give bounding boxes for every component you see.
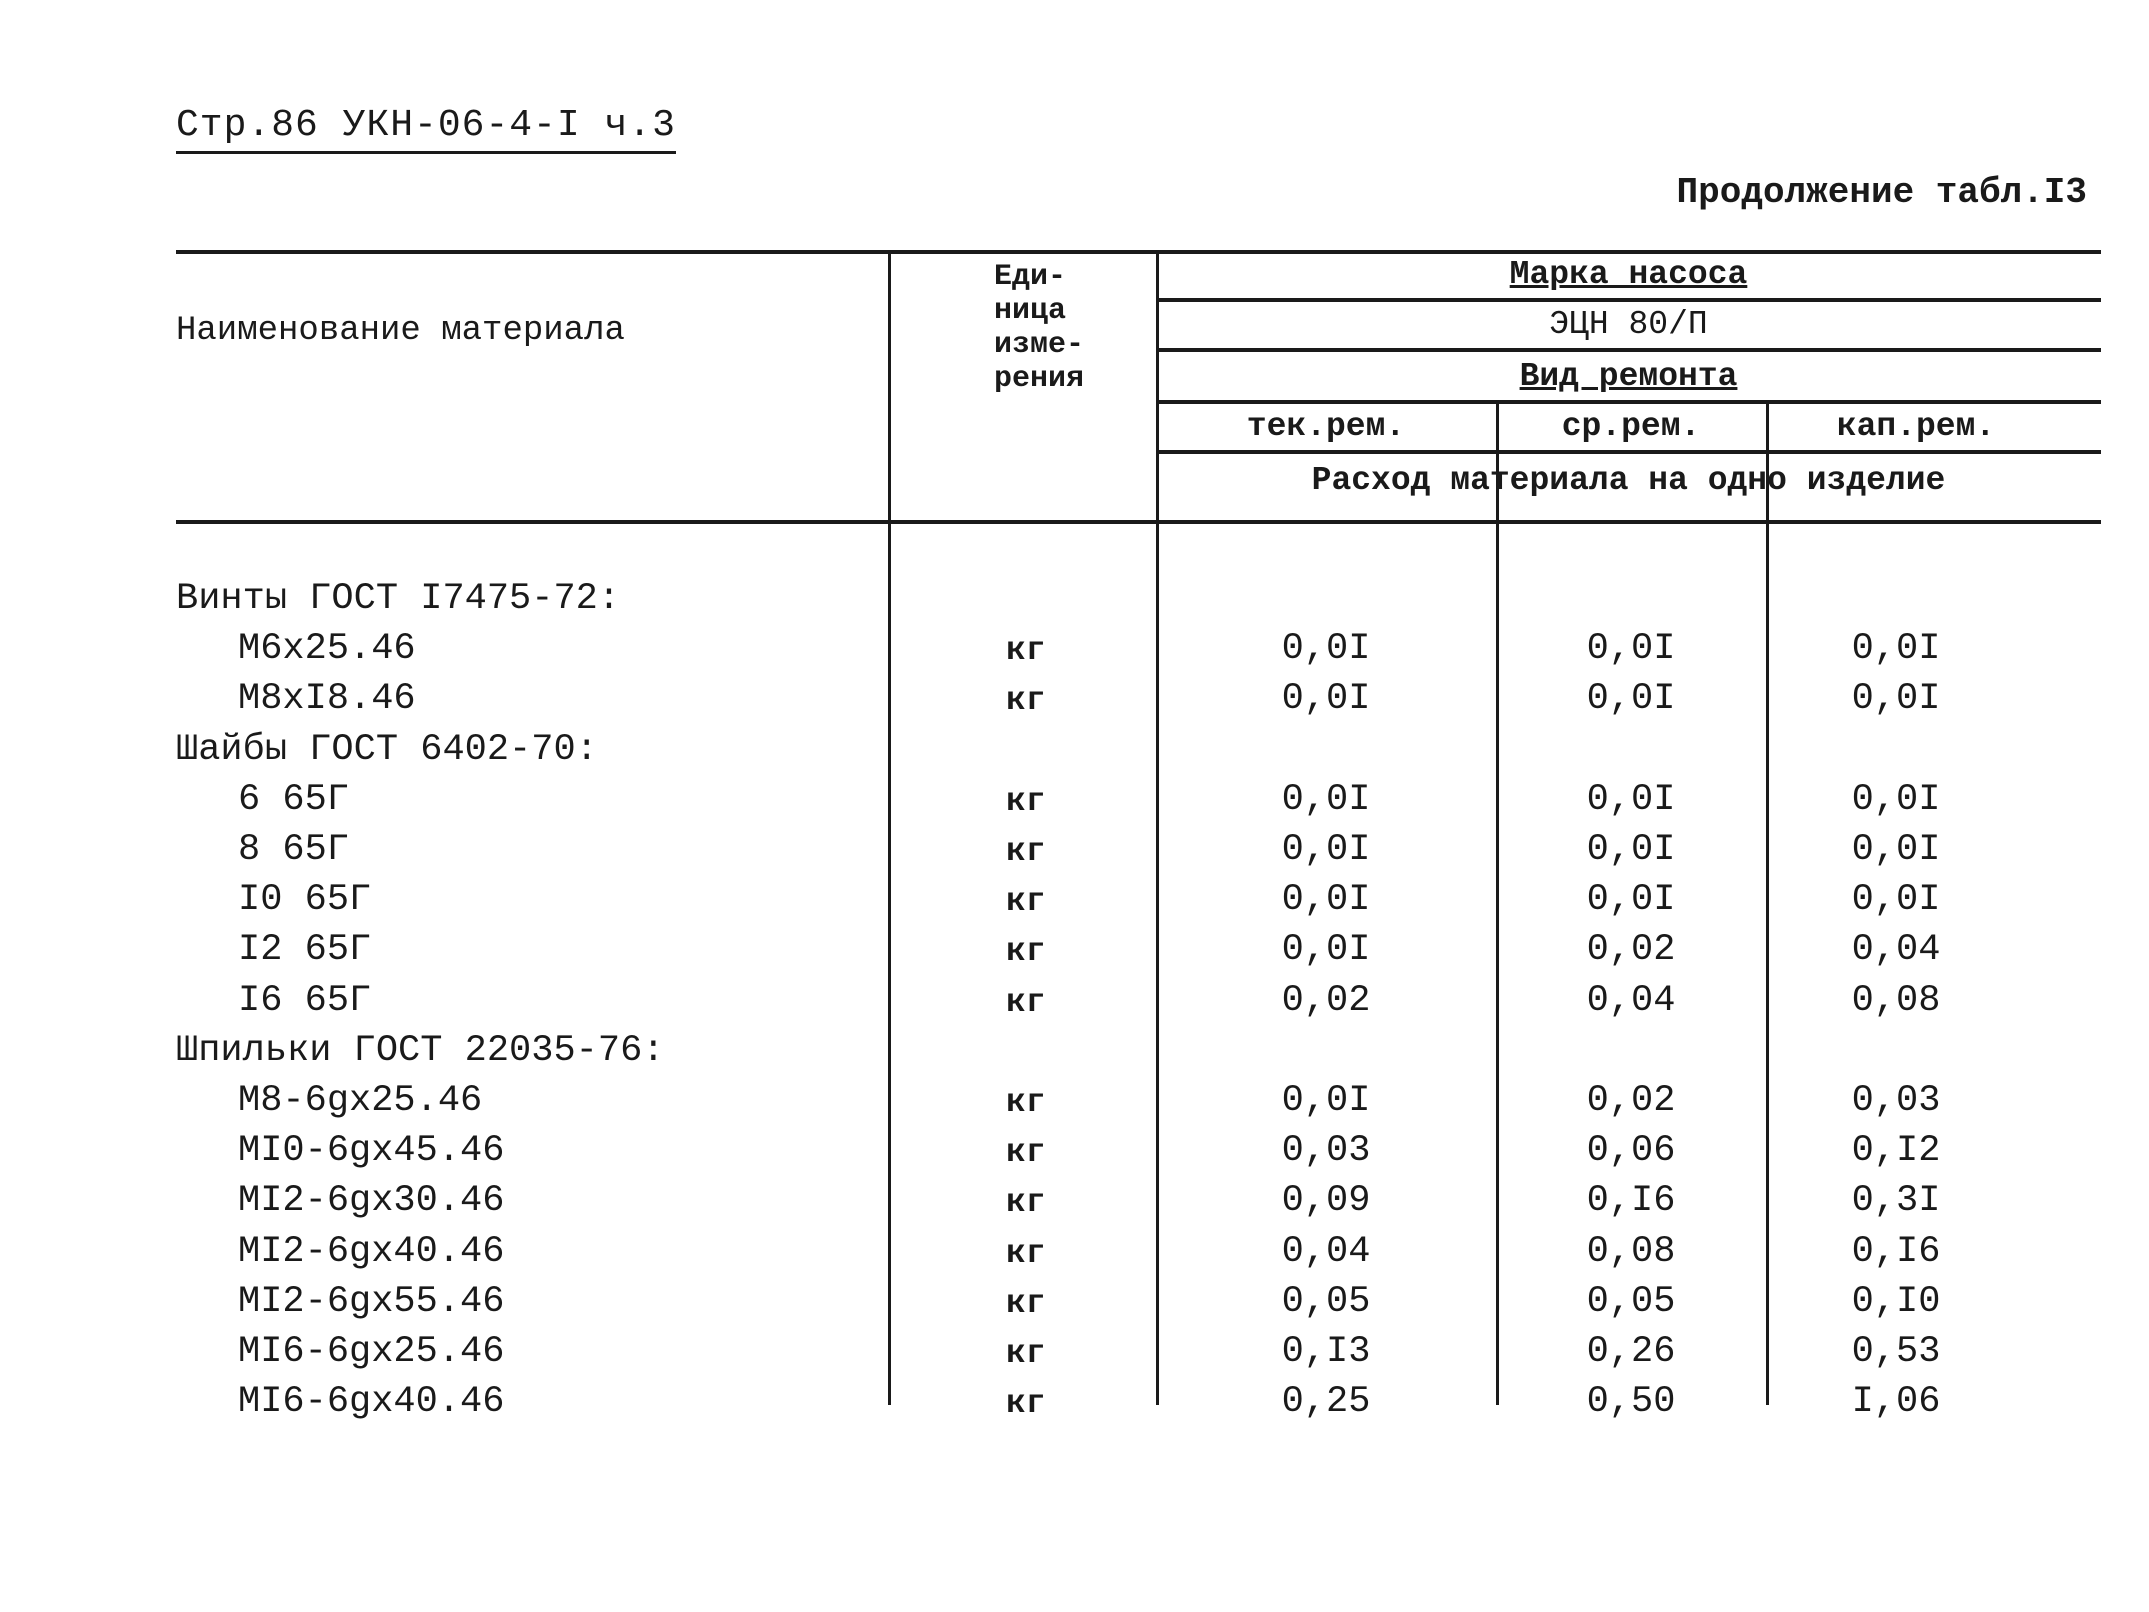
unit-cell: кг	[1006, 1134, 1046, 1172]
header-repair-sr: ср.рем.	[1561, 408, 1701, 445]
value-tek-rem: 0,05	[1281, 1280, 1371, 1323]
material-name: М8хI8.46	[238, 678, 416, 721]
value-kap-rem: 0,0I	[1851, 829, 1941, 871]
unit-cell: кг	[1006, 933, 1046, 971]
table-row	[176, 1080, 2101, 1130]
value-kap-rem: 0,03	[1851, 1080, 1941, 1122]
material-name: МI2-6gх55.46	[238, 1280, 505, 1323]
group-name: Винты ГОСТ I7475-72:	[176, 578, 621, 620]
value-sr-rem: 0,0I	[1586, 778, 1676, 821]
value-kap-rem: 0,53	[1851, 1331, 1941, 1373]
value-sr-rem: 0,0I	[1586, 879, 1676, 922]
value-kap-rem: 0,08	[1851, 979, 1941, 1022]
value-tek-rem: 0,0I	[1281, 628, 1371, 671]
header-consumption: Расход материала на одно изделие	[1311, 462, 1946, 499]
table-top-rule	[176, 250, 2101, 254]
unit-cell: кг	[1006, 632, 1046, 670]
material-name: I2 65Г	[238, 929, 372, 972]
value-tek-rem: 0,0I	[1281, 778, 1371, 821]
value-kap-rem: 0,I2	[1851, 1130, 1941, 1173]
table-row	[176, 1231, 2101, 1281]
value-kap-rem: 0,0I	[1851, 778, 1941, 821]
page-header: Стр.86 УКН-06-4-I ч.3	[176, 104, 676, 154]
value-sr-rem: 0,50	[1586, 1381, 1676, 1424]
unit-cell: кг	[1006, 983, 1046, 1021]
value-tek-rem: 0,02	[1281, 979, 1371, 1022]
header-repair-type: Вид ремонта	[1519, 358, 1738, 395]
value-tek-rem: 0,03	[1281, 1130, 1371, 1173]
table-group-row	[176, 729, 2101, 779]
column-header-unit: Еди- ница изме- рения	[994, 260, 1085, 396]
value-tek-rem: 0,0I	[1281, 678, 1371, 721]
value-tek-rem: 0,0I	[1281, 879, 1371, 922]
value-sr-rem: 0,06	[1586, 1130, 1676, 1173]
table-row	[176, 1130, 2101, 1180]
header-pump-brand: Марка насоса	[1509, 256, 1748, 293]
value-sr-rem: 0,26	[1586, 1331, 1676, 1373]
unit-cell: кг	[1006, 682, 1046, 720]
value-kap-rem: 0,I0	[1851, 1280, 1941, 1323]
value-sr-rem: 0,02	[1586, 1080, 1676, 1122]
material-name: МI6-6gх25.46	[238, 1331, 505, 1373]
value-tek-rem: 0,25	[1281, 1381, 1371, 1424]
table-row	[176, 678, 2101, 728]
column-header-material: Наименование материала	[176, 312, 625, 350]
material-name: МI0-6gх45.46	[238, 1130, 505, 1173]
value-sr-rem: 0,0I	[1586, 829, 1676, 871]
header-repair-kap: кап.рем.	[1836, 408, 1996, 445]
materials-table	[176, 250, 2101, 1424]
table-group-row	[176, 578, 2101, 628]
group-name: Шпильки ГОСТ 22035-76:	[176, 1029, 665, 1072]
value-kap-rem: 0,0I	[1851, 628, 1941, 671]
value-tek-rem: 0,09	[1281, 1180, 1371, 1223]
unit-cell: кг	[1006, 833, 1046, 870]
value-kap-rem: 0,0I	[1851, 678, 1941, 721]
value-kap-rem: 0,3I	[1851, 1180, 1941, 1223]
material-name: I6 65Г	[238, 979, 372, 1022]
material-name: 8 65Г	[238, 829, 350, 871]
value-sr-rem: 0,05	[1586, 1280, 1676, 1323]
header-repair-tek: тек.рем.	[1246, 408, 1406, 445]
header-pump-model: ЭЦН 80/П	[1549, 306, 1708, 343]
unit-cell: кг	[1006, 883, 1046, 921]
value-sr-rem: 0,08	[1586, 1230, 1676, 1273]
unit-cell: кг	[1006, 1184, 1046, 1222]
value-sr-rem: 0,02	[1586, 929, 1676, 972]
value-kap-rem: 0,04	[1851, 929, 1941, 972]
value-tek-rem: 0,I3	[1281, 1331, 1371, 1373]
material-name: М6х25.46	[238, 628, 416, 671]
value-sr-rem: 0,04	[1586, 979, 1676, 1022]
table-continuation-label: Продолжение табл.I3	[1676, 172, 2087, 213]
material-name: МI6-6gх40.46	[238, 1381, 505, 1424]
value-sr-rem: 0,0I	[1586, 628, 1676, 671]
unit-cell: кг	[1006, 1335, 1046, 1372]
header-rule-3	[1156, 400, 2101, 404]
table-row	[176, 1281, 2101, 1331]
group-name: Шайбы ГОСТ 6402-70:	[176, 728, 598, 771]
unit-cell: кг	[1006, 1284, 1046, 1322]
table-row	[176, 628, 2101, 678]
table-row	[176, 829, 2101, 879]
table-row	[176, 779, 2101, 829]
unit-cell: кг	[1006, 782, 1046, 820]
table-row	[176, 1381, 2101, 1431]
value-kap-rem: 0,0I	[1851, 879, 1941, 922]
header-rule-2	[1156, 348, 2101, 352]
value-tek-rem: 0,0I	[1281, 1080, 1371, 1122]
material-name: I0 65Г	[238, 879, 372, 922]
material-name: МI2-6gх40.46	[238, 1230, 505, 1273]
value-sr-rem: 0,I6	[1586, 1180, 1676, 1223]
value-tek-rem: 0,04	[1281, 1230, 1371, 1273]
header-bottom-rule	[176, 520, 2101, 524]
value-tek-rem: 0,0I	[1281, 829, 1371, 871]
table-row	[176, 980, 2101, 1030]
table-group-row	[176, 1030, 2101, 1080]
table-row	[176, 1180, 2101, 1230]
value-kap-rem: I,06	[1851, 1381, 1941, 1424]
unit-cell: кг	[1006, 1084, 1046, 1121]
header-rule-4	[1156, 450, 2101, 454]
unit-cell: кг	[1006, 1234, 1046, 1272]
value-tek-rem: 0,0I	[1281, 929, 1371, 972]
table-row	[176, 1331, 2101, 1381]
table-row	[176, 879, 2101, 929]
value-kap-rem: 0,I6	[1851, 1230, 1941, 1273]
header-rule-1	[1156, 298, 2101, 302]
material-name: М8-6gх25.46	[238, 1080, 483, 1122]
material-name: 6 65Г	[238, 778, 350, 821]
material-name: МI2-6gх30.46	[238, 1180, 505, 1223]
table-row	[176, 929, 2101, 979]
value-sr-rem: 0,0I	[1586, 678, 1676, 721]
unit-cell: кг	[1006, 1385, 1046, 1423]
